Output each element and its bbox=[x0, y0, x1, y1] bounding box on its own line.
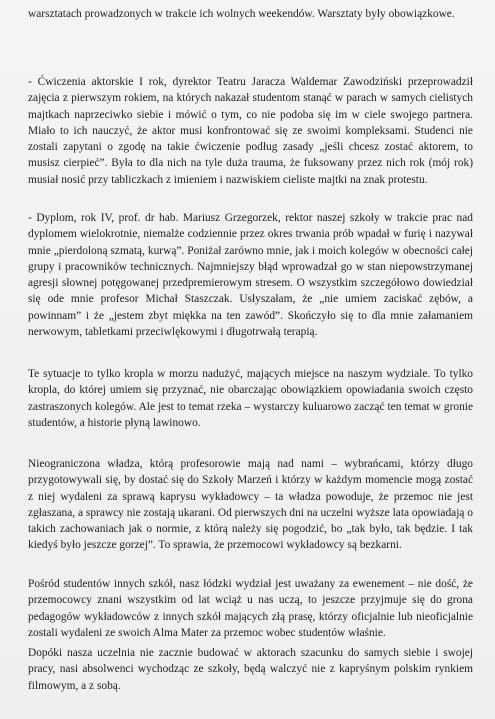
paragraph-drop-in-ocean: Te sytuacje to tylko kropla w morzu nadużyć, mających miejsce na naszym wydziale. To tylko kropla, do której umiem się przyznać, nie obarczając obowiązkiem opowiadania swoich często zastraszonych kolegów. Ale jest to temat rzeka – wystarczy kuluarowo zacząć ten temat w gronie studentów, a historie płyną lawinowo. bbox=[28, 368, 473, 429]
paragraph-acting-exercises: - Ćwiczenia aktorskie I rok, dyrektor Teatru Jaracza Waldemar Zawodziński przeprowadził zajęcia z pierwszym rokiem, na których nakazał studentom stanąć w parach w samych cielistych majtkach naprzeciwko siebie i mówić o tym, co nie podoba się im w ciele swojego partnera. Miało to ich nauczyć, że aktor musi konfrontować się ze swoimi kompleksami. Studenci nie zostali zapytani o zgodę na takie ćwiczenie podług zasady „jeśli chcesz zostać aktorem, to musisz cierpieć”. Była to dla nich na tyle duża trauma, że fuksowany przez nich rok (mój rok) musiał nosić przy tabliczkach z imieniem i nazwiskiem cieliste majtki na znak protestu. bbox=[28, 76, 473, 186]
paragraph-workshops-continuation: warsztatach prowadzonych w trakcie ich wolnych weekendów. Warsztaty były obowiązkowe. bbox=[28, 8, 455, 20]
paragraph-diploma: - Dyplom, rok IV, prof. dr hab. Mariusz Grzegorzek, rektor naszej szkoły w trakcie prac nad dyplomem wielokrotnie, niemalże codziennie przez okres trwania prób wpadał w furię i nazywał mnie „pierdoloną szmatą, kurwą”. Poniżał zarówno mnie, jak i moich kolegów w obecności całej grupy i pracowników technicznych. Najmniejszy błąd wprowadzał go w stan niepowstrzymanej agresji słownej potęgowanej przedpremierowym stresem. O wszystkim szczegółowo dowiedział się ode mnie profesor Michał Staszczak. Usłyszałam, że „nie umiem zaciskać zębów, a powinnam” i że „jestem zbyt miękka na ten zawód”. Skończyło się to dla mnie załamaniem nerwowym, tabletkami przeciwlękowymi i długotrwałą terapią. bbox=[28, 212, 473, 339]
paragraph-conclusion: Dopóki nasza uczelnia nie zacznie budować w aktorach szacunku do samych siebie i swojej pracy, nasi absolwenci wychodząc ze szkoły, będą walczyć nie z kapryśnym polskim rynkiem filmowym, a z sobą. bbox=[28, 647, 473, 692]
paragraph-unlimited-power: Nieograniczona władza, którą profesorowie mają nad nami – wybrańcami, którzy długo przygotowywali się, by dostać się do Szkoły Marzeń i którzy w każdym momencie mogą zostać z niej wydaleni za sprawą kaprysu wykładowcy – ta władza powoduje, że przemoc nie jest zgłaszana, a sprawcy nie zostają ukarani. Od pierwszych dni na uczelni wyższe lata opowiadają o takich zachowaniach jak o normie, z którą należy się pogodzić, bo „tak było, tak będzie. I tak kiedyś było jeszcze gorzej”. To sprawia, że przemocowi wykładowcy są bezkarni. bbox=[28, 458, 473, 552]
paragraph-other-schools: Pośród studentów innych szkół, nasz łódzki wydział jest uważany za ewenement – nie dość, że przemocowcy znani wszystkim od lat wciąż u nas uczą, to jeszcze przyjmuje się do grona pedagogów wykładowców z innych szkół mających złą prasę, którzy oficjalnie lub nieoficjalnie zostali wydaleni ze swoich Alma Mater za przemoc wobec studentów właśnie. bbox=[28, 578, 473, 639]
